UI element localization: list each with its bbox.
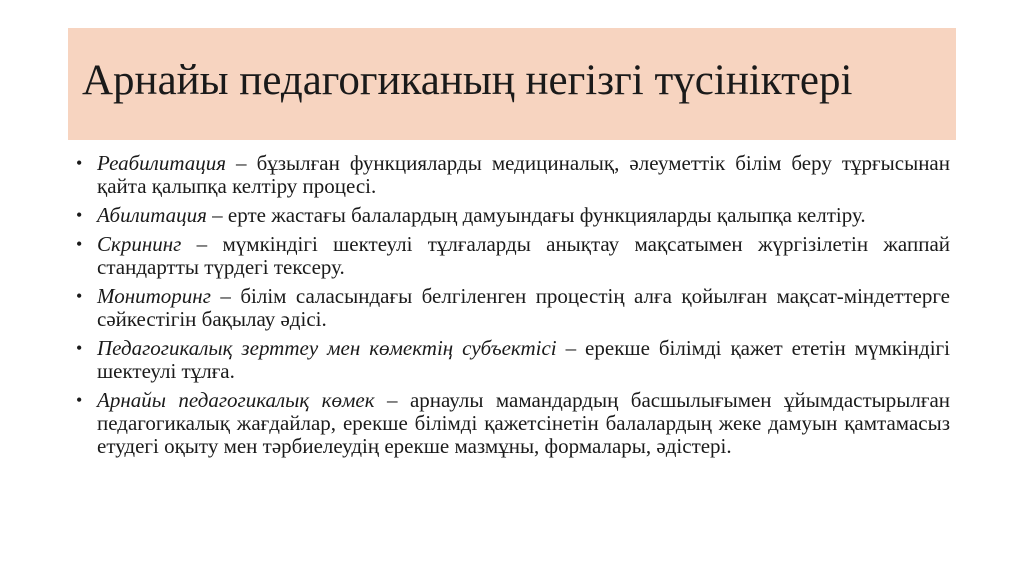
term: Абилитация: [97, 203, 207, 227]
definition-list: [76, 152, 950, 464]
bullet-icon: •: [76, 338, 83, 358]
definition-text: – ерте жастағы балалардың дамуындағы функцияларды қалыпқа келтіру.: [206, 203, 866, 227]
definition-item-monitoring: [76, 285, 950, 331]
term: Педагогикалық зерттеу мен көмектің субъектісі: [97, 336, 557, 360]
term: Мониторинг: [97, 284, 211, 308]
bullet-icon: •: [76, 234, 83, 254]
term: Скрининг: [97, 232, 182, 256]
bullet-icon: •: [76, 286, 83, 306]
definition-item-screening: [76, 233, 950, 279]
bullet-icon: •: [76, 205, 83, 225]
definition-text: – білім саласындағы белгіленген процестің алға қойылған мақсат-міндеттерге сәйкестігін бақылау әдісі.: [97, 284, 950, 331]
definition-text: – мүмкіндігі шектеулі тұлғаларды анықтау мақсатымен жүргізілетін жаппай стандартты түрдегі тексеру.: [97, 232, 950, 279]
definition-item-rehabilitation: [76, 152, 950, 198]
definition-item-habilitation: [76, 204, 950, 227]
term: Арнайы педагогикалық көмек: [97, 388, 375, 412]
slide-title: Арнайы педагогиканың негізгі түсініктері: [82, 57, 853, 104]
definition-text: – ерекше білімді қажет ететін мүмкіндігі шектеулі тұлға.: [97, 336, 951, 383]
definition-item-subject: [76, 337, 950, 383]
bullet-icon: •: [76, 390, 83, 410]
definition-item-special-help: [76, 389, 950, 458]
term: Реабилитация: [97, 151, 227, 175]
bullet-icon: •: [76, 153, 83, 173]
definition-text: – арнаулы мамандардың басшылығымен ұйымдастырылған педагогикалық жағдайлар, ерекше білімді қажетсінетін балалардың жеке дамуын қамтамасыз етудегі оқыту мен тәрбиелеудің ерекше мазмұны, формалары, әдістері.: [97, 388, 951, 458]
definition-text: – бұзылған функцияларды медициналық, әлеуметтік білім беру тұрғысынан қайта қалыпқа келтіру процесі.: [97, 151, 950, 198]
